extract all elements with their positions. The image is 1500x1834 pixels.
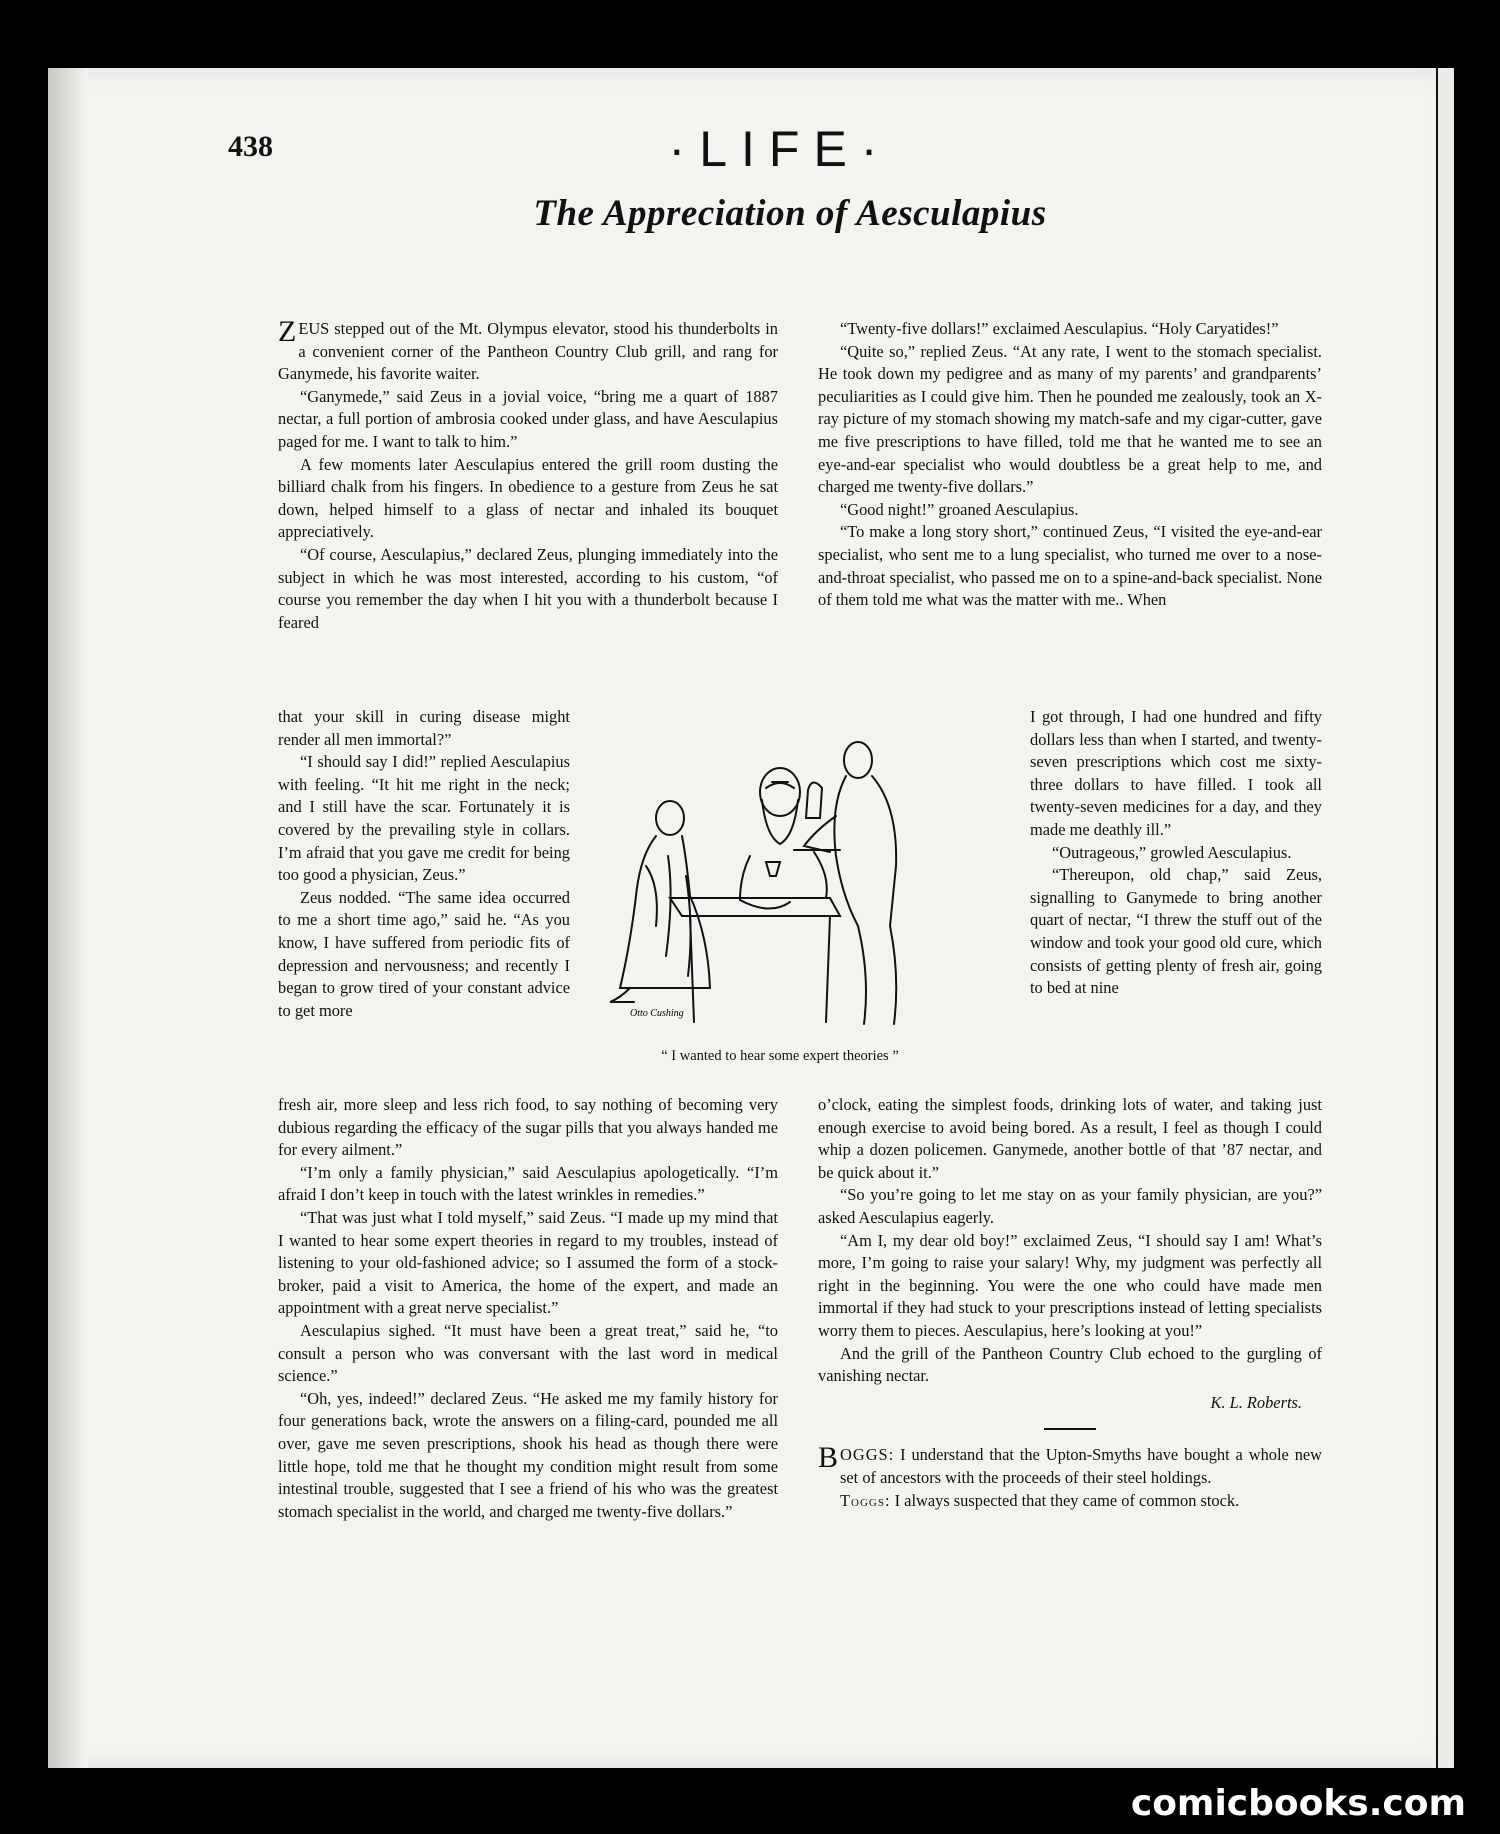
- paragraph: “That was just what I told myself,” said Zeus. “I made up my mind that I wanted to hear some expert theories in regard to my troubles, instead of listening to your old-fashioned advice; so I assumed the form of a stock-broker, paid a visit to America, the home of the expert, and made an appointment with a great nerve specialist.”: [278, 1207, 778, 1318]
- zeus-shoulders: [740, 852, 827, 900]
- ganymede-head: [844, 742, 872, 778]
- right-column-top: [818, 318, 1322, 612]
- ganymede-body-front: [834, 776, 866, 1024]
- next-page-edge: [1436, 68, 1452, 1768]
- aesculapius-robe: [620, 836, 710, 988]
- zeus-head: [760, 768, 800, 816]
- aesculapius-head: [656, 801, 684, 835]
- right-column-wrap: [1030, 706, 1322, 1000]
- drop-cap: B: [818, 1441, 839, 1475]
- article-title: The Appreciation of Aesculapius: [533, 193, 1047, 234]
- paragraph: “Quite so,” replied Zeus. “At any rate, I went to the stomach specialist. He took down my pedigree and as many of my parents’ and grandparents’ peculiarities as I could give him. Then he pounded me zealously, took an X-ray picture of my stomach showing my match-safe and my cigar-cutter, gave me five prescriptions to have filled, told me that he wanted me to see an eye-and-ear specialist who would doubtless be a great help to me, and charged me twenty-five dollars.”: [818, 341, 1322, 497]
- paragraph: “Thereupon, old chap,” said Zeus, signalling to Ganymede to bring another quart of nectar, “I threw the stuff out of the window and took your good old cure, which consists of getting plenty of fresh air, going to bed at nine: [1030, 865, 1322, 998]
- left-column-top: [278, 315, 778, 634]
- paragraph: o’clock, eating the simplest foods, drinking lots of water, and taking just enough exercise to avoid being bored. As a result, I feel as though I could whip a dozen policemen. Ganymede, another bottle of that ’87 nectar, and be quick about it.”: [818, 1095, 1322, 1182]
- paragraph: “Outrageous,” growled Aesculapius.: [1052, 842, 1292, 862]
- left-column-wrap: [278, 706, 570, 1022]
- paragraph: ZEUS stepped out of the Mt. Olympus elevator, stood his thunderbolts in a convenient corner of the Pantheon Country Club grill, and rang for Ganymede, his favorite waiter.: [278, 315, 778, 384]
- joke-line-2: Toggs: I always suspected that they came of common stock.: [840, 1490, 1240, 1510]
- artist-signature: Otto Cushing: [630, 1008, 684, 1019]
- watermark: comicbooks.com: [1123, 1783, 1474, 1824]
- illustration-caption: “ I wanted to hear some expert theories ”: [661, 1048, 899, 1064]
- line-drawing: [590, 726, 980, 1036]
- masthead: ·LIFE·: [668, 121, 892, 177]
- zeus-beard: [762, 800, 798, 844]
- drop-cap: Z: [278, 315, 297, 348]
- paragraph: that your skill in curing disease might render all men immortal?”: [278, 707, 570, 749]
- paragraph: “Oh, yes, indeed!” declared Zeus. “He asked me my family history for four generations back, wrote the answers on a filing-card, pounded me all over, gave me seven prescriptions, shook his head as though there were little hope, told me that he thought my condition might result from some intestinal trouble, suggested that I see a friend of his who was the greatest stomach specialist in the world, and charged me twenty-five dollars.”: [278, 1388, 778, 1521]
- paragraph: I got through, I had one hundred and fifty dollars less than when I started, and twenty-seven prescriptions which cost me sixty-three dollars to have filled. I took all twenty-seven medicines for a day, and they made me deathly ill.”: [1030, 707, 1322, 839]
- paragraph: “Am I, my dear old boy!” exclaimed Zeus, “I should say I am! What’s more, I’m going to raise your salary! Why, my judgment was perfectly all right in the beginning. You were the one who could have made men immortal if they had stuck to your prescriptions instead of letting specialists worry them to pieces. Aesculapius, here’s looking at you!”: [818, 1230, 1322, 1340]
- paragraph: “So you’re going to let me stay on as your family physician, are you?” asked Aesculapius eagerly.: [818, 1185, 1322, 1227]
- paragraph: “I’m only a family physician,” said Aesculapius apologetically. “I’m afraid I don’t keep in touch with the latest wrinkles in remedies.”: [278, 1162, 778, 1205]
- paragraph: “I should say I did!” replied Aesculapius with feeling. “It hit me right in the neck; and I still have the scar. Fortunately it is covered by the prevailing style in collars. I’m afraid that you gave me credit for being too good a physician, Zeus.”: [278, 752, 570, 885]
- nectar-bottle: [806, 782, 822, 818]
- paragraph: “To make a long story short,” continued Zeus, “I visited the eye-and-ear specialist, who sent me to a lung specialist, who turned me over to a nose-and-throat specialist, who passed me on to a spine-and-back specialist. None of them told me what was the matter with me.. When: [818, 522, 1322, 610]
- nectar-glass: [766, 862, 780, 876]
- paragraph: “Good night!” groaned Aesculapius.: [840, 499, 1079, 519]
- ganymede-arm: [804, 816, 836, 852]
- paragraph: “Twenty-five dollars!” exclaimed Aesculapius. “Holy Caryatides!”: [840, 319, 1279, 338]
- page-number: 438: [228, 130, 273, 163]
- paragraph: A few moments later Aesculapius entered the grill room dusting the billiard chalk from his fingers. In obedience to a gesture from Zeus he sat down, helped himself to a glass of nectar and inhaled its bouquet appreciatively.: [278, 454, 778, 542]
- paragraph: Zeus nodded. “The same idea occurred to me a short time ago,” said he. “As you know, I have suffered from periodic fits of depression and nervousness; and recently I began to grow tired of your constant advice to get more: [278, 887, 570, 1020]
- paragraph: Aesculapius sighed. “It must have been a great treat,” said he, “to consult a person who was conversant with the last word in medical science.”: [278, 1320, 778, 1386]
- paragraph: “Of course, Aesculapius,” declared Zeus, plunging immediately into the subject in which he was most interested, according to his custom, “of course you remember the day when I hit you with a thunderbolt because I feared: [278, 544, 778, 632]
- section-divider: [1044, 1428, 1096, 1430]
- joke-line-1: BOGGS: I understand that the Upton-Smyths have bought a whole new set of ancestors with the proceeds of their steel holdings.: [818, 1441, 1322, 1487]
- binding-shadow: [48, 68, 88, 1768]
- author-signature: K. L. Roberts.: [1210, 1392, 1302, 1412]
- paragraph: “Ganymede,” said Zeus in a jovial voice, “bring me a quart of 1887 nectar, a full portion of ambrosia cooked under glass, and have Aesculapius paged for me. I want to talk to him.”: [278, 386, 778, 451]
- left-column-bottom: [278, 1094, 778, 1523]
- ganymede-body-back: [872, 776, 896, 1024]
- paragraph: And the grill of the Pantheon Country Club echoed to the gurgling of vanishing nectar.: [818, 1343, 1322, 1386]
- right-column-bottom: [818, 1094, 1322, 1512]
- paragraph: fresh air, more sleep and less rich food, to say nothing of becoming very dubious regarding the efficacy of the sugar pills that you always handed me for every ailment.”: [278, 1095, 778, 1160]
- illustration-zeus-and-aesculapius: [590, 726, 980, 1036]
